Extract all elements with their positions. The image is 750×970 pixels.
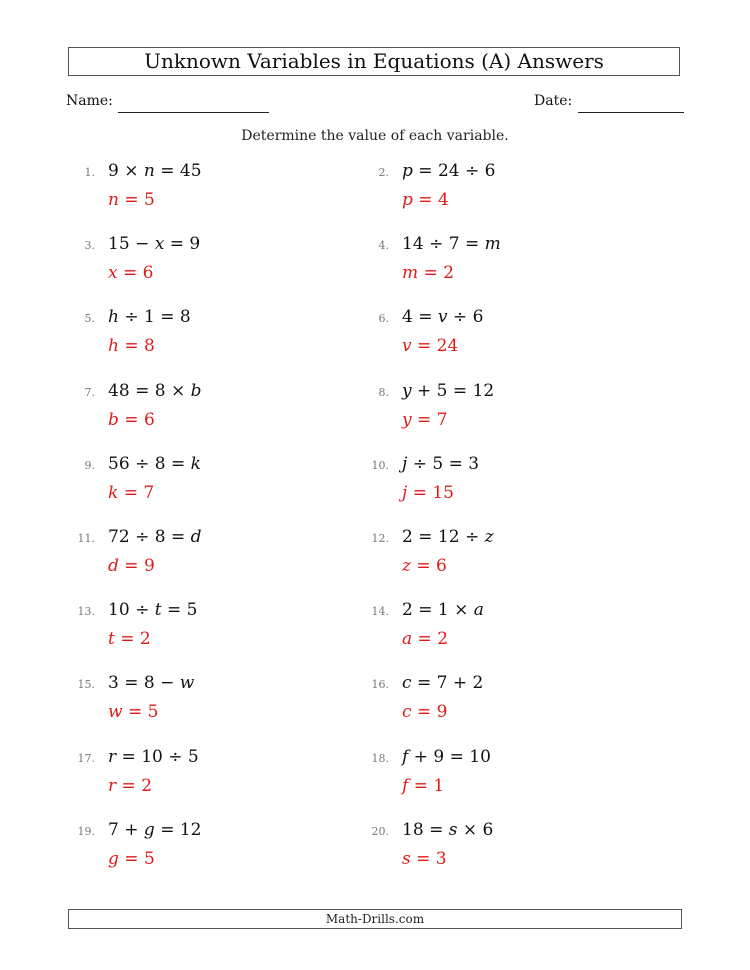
date-line — [578, 112, 684, 113]
problem-answer: v = 24 — [402, 336, 459, 357]
problem-equation: 7 + g = 12 — [108, 819, 202, 840]
problem-number: 7. — [84, 385, 95, 399]
problem-answer: r = 2 — [108, 775, 153, 796]
problem-equation: 18 = s × 6 — [402, 819, 494, 840]
problem-equation: 72 ÷ 8 = d — [108, 527, 202, 547]
problem-number: 14. — [371, 605, 389, 619]
problem-item — [68, 602, 328, 662]
problem-answer: f = 1 — [402, 775, 445, 796]
problem-equation: j ÷ 5 = 3 — [402, 453, 480, 474]
problem-answer: k = 7 — [108, 482, 155, 503]
problem-item — [362, 309, 622, 369]
problem-number: 5. — [84, 312, 95, 326]
problem-number: 3. — [84, 239, 95, 253]
problem-number: 11. — [77, 532, 95, 545]
problem-equation: 48 = 8 × b — [108, 380, 202, 401]
problem-answer: x = 6 — [108, 263, 154, 284]
problem-number: 12. — [371, 532, 389, 545]
problem-item — [362, 675, 622, 735]
instructions: Determine the value of each variable. — [241, 128, 509, 144]
problem-answer: j = 15 — [402, 482, 454, 503]
problem-number: 13. — [77, 605, 95, 619]
problem-number: 10. — [371, 458, 389, 472]
problem-answer: n = 5 — [108, 190, 155, 210]
problem-number: 4. — [378, 239, 389, 253]
problem-item — [68, 309, 328, 369]
problem-number: 16. — [371, 678, 389, 692]
problem-answer: z = 6 — [402, 556, 447, 576]
problem-equation: 14 ÷ 7 = m — [402, 234, 501, 255]
worksheet-title: Unknown Variables in Equations (A) Answers — [68, 47, 680, 76]
problem-item — [362, 453, 622, 516]
problem-equation: 10 ÷ t = 5 — [108, 600, 198, 621]
problem-item — [362, 602, 622, 662]
problem-item — [362, 746, 622, 809]
problem-equation: 2 = 1 × a — [402, 600, 484, 621]
problem-item — [68, 675, 328, 735]
problem-item — [68, 236, 328, 296]
problem-answer: h = 8 — [108, 336, 155, 357]
problem-equation: 15 − x = 9 — [108, 234, 201, 255]
problem-answer: b = 6 — [108, 409, 155, 430]
problem-number: 15. — [77, 678, 95, 692]
problem-answer: g = 5 — [108, 848, 155, 869]
problem-equation: f + 9 = 10 — [402, 746, 491, 767]
problem-answer: s = 3 — [402, 848, 447, 869]
problem-answer: m = 2 — [402, 263, 455, 284]
problem-number: 2. — [378, 166, 389, 179]
problem-number: 17. — [77, 751, 95, 765]
problem-equation: y + 5 = 12 — [402, 380, 495, 401]
problem-item — [68, 163, 328, 223]
problem-equation: 9 × n = 45 — [108, 161, 202, 181]
problem-item — [68, 453, 328, 516]
problem-item — [362, 236, 622, 296]
problem-item — [68, 746, 328, 809]
problem-item — [68, 380, 328, 443]
problem-item — [68, 529, 328, 589]
problem-item — [362, 819, 622, 882]
problem-number: 1. — [84, 166, 95, 179]
problem-number: 19. — [77, 824, 95, 838]
problem-answer: a = 2 — [402, 629, 449, 650]
problem-answer: p = 4 — [402, 190, 449, 210]
problem-answer: c = 9 — [402, 702, 448, 723]
problem-equation: r = 10 ÷ 5 — [108, 746, 199, 767]
problem-equation: 2 = 12 ÷ z — [402, 527, 494, 547]
name-line — [118, 112, 269, 113]
problem-equation: h ÷ 1 = 8 — [108, 307, 191, 328]
problem-number: 18. — [371, 751, 389, 765]
problem-equation: p = 24 ÷ 6 — [402, 161, 496, 181]
footer: Math-Drills.com — [68, 909, 682, 929]
problem-answer: t = 2 — [108, 629, 151, 650]
problem-number: 6. — [378, 312, 389, 326]
date-label: Date: — [534, 93, 573, 109]
problem-equation: c = 7 + 2 — [402, 673, 484, 694]
problem-answer: y = 7 — [402, 409, 448, 430]
problem-equation: 3 = 8 − w — [108, 673, 195, 694]
problem-item — [68, 819, 328, 882]
problem-equation: 56 ÷ 8 = k — [108, 453, 201, 474]
problem-equation: 4 = v ÷ 6 — [402, 307, 484, 328]
problem-answer: w = 5 — [108, 702, 159, 723]
problem-item — [362, 529, 622, 589]
name-label: Name: — [66, 93, 113, 109]
problem-item — [362, 380, 622, 443]
problem-item — [362, 163, 622, 223]
problem-number: 20. — [371, 824, 389, 838]
problem-number: 8. — [378, 385, 389, 399]
problem-answer: d = 9 — [108, 556, 155, 576]
problem-number: 9. — [84, 458, 95, 472]
